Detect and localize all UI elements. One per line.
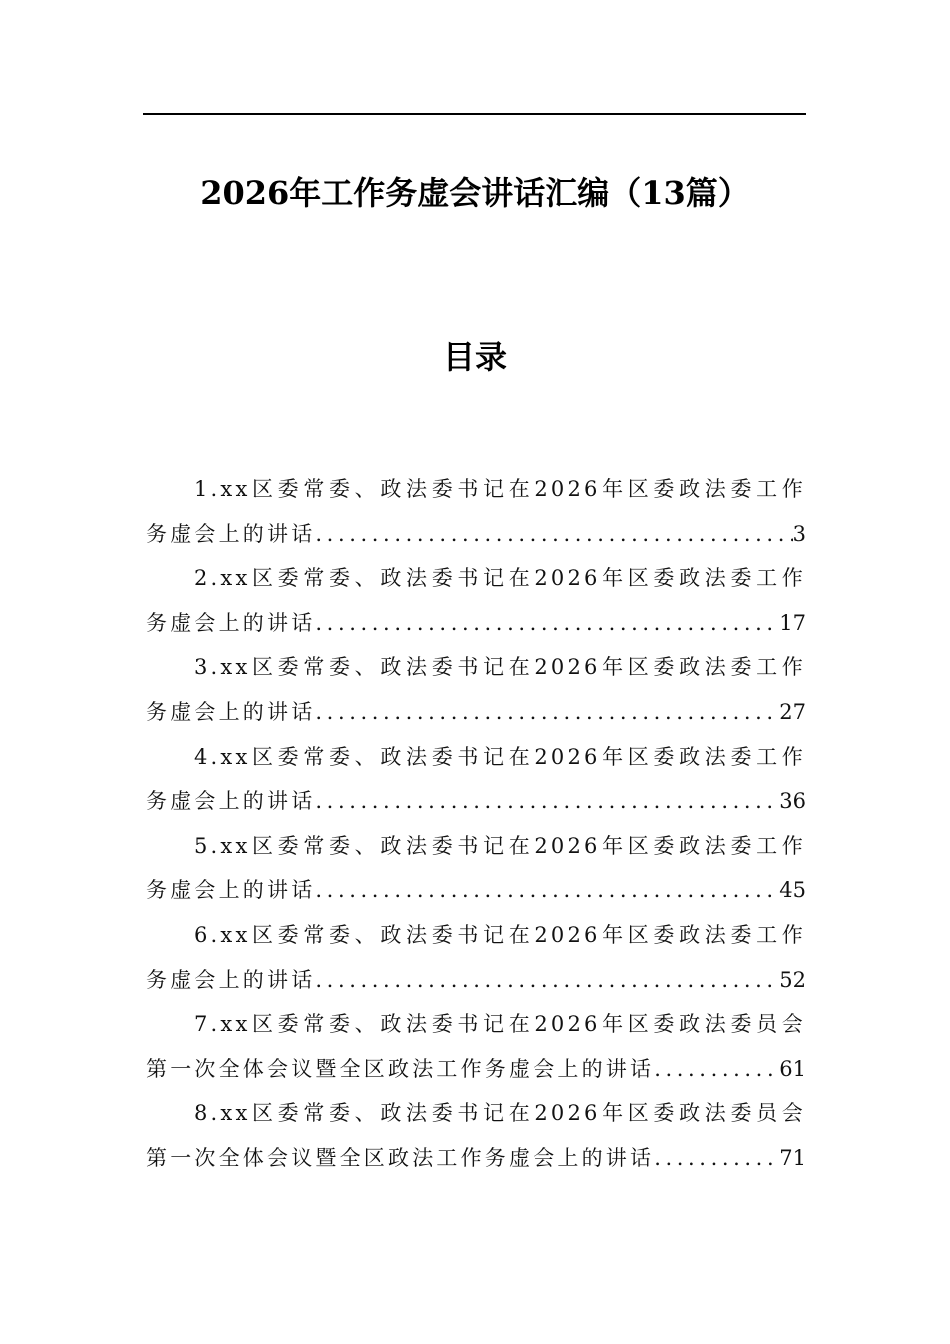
toc-dot-leader <box>654 1136 779 1181</box>
toc-entry-title-cont: 务虚会上的讲话 <box>146 699 316 724</box>
toc-page-number: 52 <box>779 967 806 992</box>
toc-entry[interactable] <box>146 556 806 645</box>
toc-entry-title-cont: 务虚会上的讲话 <box>146 789 316 814</box>
toc-entry-title-cont: 务虚会上的讲话 <box>146 878 316 903</box>
toc-dot-leader <box>315 690 779 735</box>
toc-entry-title: 2.xx区委常委、政法委书记在2026年区委政法委工作 <box>194 566 806 591</box>
toc-page-number: 3 <box>792 521 806 546</box>
toc-entry[interactable] <box>146 824 806 913</box>
toc-dot-leader <box>315 958 779 1003</box>
toc-entry-title-cont: 务虚会上的讲话 <box>146 521 316 546</box>
toc-page-number: 45 <box>779 878 806 903</box>
toc-entry-title: 7.xx区委常委、政法委书记在2026年区委政法委员会 <box>194 1012 806 1037</box>
toc-page-number: 61 <box>779 1056 806 1081</box>
document-title: 2026年工作务虚会讲话汇编（13篇） <box>200 174 750 212</box>
toc-dot-leader <box>654 1047 779 1092</box>
toc-page-number: 27 <box>779 699 806 724</box>
header-rule <box>143 113 806 115</box>
toc-entry[interactable] <box>146 1002 806 1091</box>
toc-page-number: 36 <box>779 789 806 814</box>
toc-page-number: 71 <box>779 1145 806 1170</box>
toc-entry-title: 4.xx区委常委、政法委书记在2026年区委政法委工作 <box>194 744 806 769</box>
toc-entry[interactable] <box>146 913 806 1002</box>
toc-entry[interactable] <box>146 735 806 824</box>
toc-entry[interactable] <box>146 1091 806 1180</box>
toc-entry-title: 1.xx区委常委、政法委书记在2026年区委政法委工作 <box>194 477 806 501</box>
toc-page-number: 17 <box>779 610 806 635</box>
toc-entry-title: 8.xx区委常委、政法委书记在2026年区委政法委员会 <box>194 1101 806 1126</box>
toc-dot-leader <box>315 868 779 913</box>
table-of-contents <box>146 467 806 1181</box>
toc-entry-title: 6.xx区委常委、政法委书记在2026年区委政法委工作 <box>194 922 806 947</box>
toc-dot-leader <box>315 779 779 824</box>
toc-heading: 目录 <box>442 338 507 376</box>
toc-entry[interactable] <box>146 467 806 556</box>
toc-entry-title: 5.xx区委常委、政法委书记在2026年区委政法委工作 <box>194 833 806 858</box>
toc-entry-title-cont: 第一次全体会议暨全区政法工作务虚会上的讲话 <box>146 1145 655 1170</box>
toc-entry-title-cont: 务虚会上的讲话 <box>146 610 316 635</box>
toc-dot-leader <box>315 512 792 557</box>
toc-entry[interactable] <box>146 645 806 734</box>
toc-entry-title: 3.xx区委常委、政法委书记在2026年区委政法委工作 <box>194 655 806 680</box>
toc-entry-title-cont: 第一次全体会议暨全区政法工作务虚会上的讲话 <box>146 1056 655 1081</box>
toc-dot-leader <box>315 601 779 646</box>
toc-entry-title-cont: 务虚会上的讲话 <box>146 967 316 992</box>
